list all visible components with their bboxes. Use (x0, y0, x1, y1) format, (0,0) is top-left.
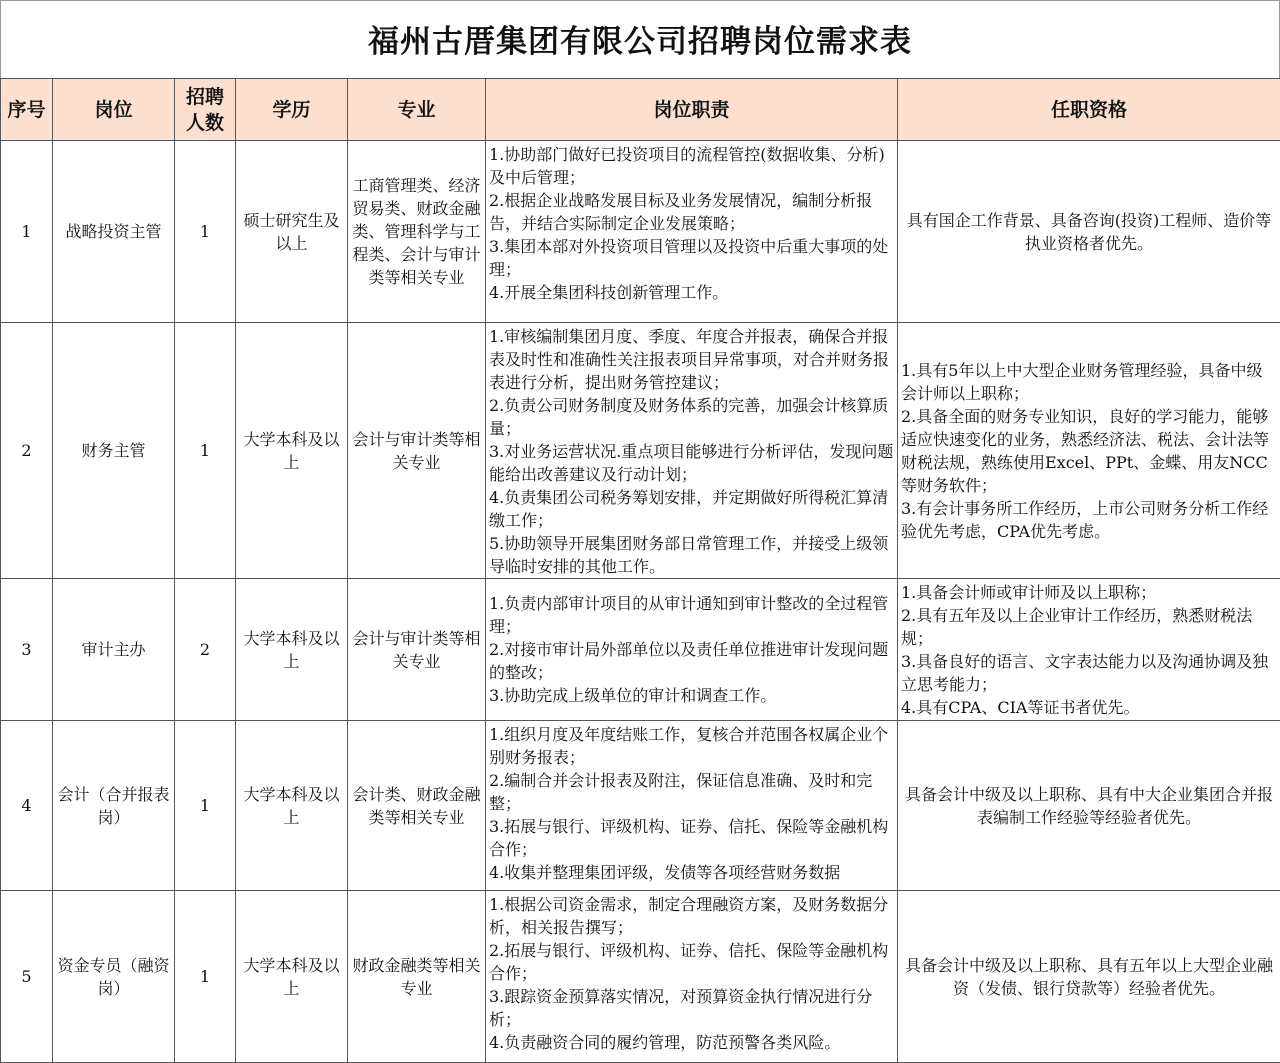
cell-major: 会计与审计类等相关专业 (348, 323, 486, 579)
cell-duties (486, 891, 898, 1063)
cell-education: 大学本科及以上 (236, 323, 348, 579)
cell-major: 会计类、财政金融类等相关专业 (348, 721, 486, 891)
cell-major: 会计与审计类等相关专业 (348, 579, 486, 721)
cell-no: 2 (1, 323, 53, 579)
cell-duties (486, 579, 898, 721)
qualification-item: 1.具有5年以上中大型企业财务管理经验，具备中级会计师以上职称； (901, 359, 1277, 405)
cell-duties (486, 323, 898, 579)
duty-item: 3.跟踪资金预算落实情况，对预算资金执行情况进行分析； (489, 985, 894, 1031)
table-row (1, 579, 1280, 721)
duty-item: 2.拓展与银行、评级机构、证券、信托、保险等金融机构合作； (489, 939, 894, 985)
cell-position: 战略投资主管 (53, 141, 175, 323)
table-row (1, 891, 1280, 1063)
cell-position: 财务主管 (53, 323, 175, 579)
duty-item: 5.协助领导开展集团财务部日常管理工作，并接受上级领导临时安排的其他工作。 (489, 532, 894, 578)
cell-position: 会计（合并报表岗） (53, 721, 175, 891)
duty-item: 4.负责融资合同的履约管理，防范预警各类风险。 (489, 1031, 894, 1054)
duty-item: 3.集团本部对外投资项目管理以及投资中后重大事项的处理； (489, 235, 894, 281)
cell-education: 大学本科及以上 (236, 579, 348, 721)
cell-major: 财政金融类等相关专业 (348, 891, 486, 1063)
duty-item: 2.对接市审计局外部单位以及责任单位推进审计发现问题的整改； (489, 638, 894, 684)
duty-item: 4.收集并整理集团评级，发债等各项经营财务数据 (489, 861, 894, 884)
duty-item: 4.开展全集团科技创新管理工作。 (489, 281, 894, 304)
qualification-item: 1.具备会计师或审计师及以上职称； (901, 581, 1277, 604)
cell-qualifications (898, 323, 1280, 579)
qualification-item: 具备会计中级及以上职称、具有中大企业集团合并报表编制工作经验等经验者优先。 (901, 783, 1277, 829)
cell-qualifications (898, 891, 1280, 1063)
cell-qualifications (898, 579, 1280, 721)
cell-no: 4 (1, 721, 53, 891)
duty-item: 1.组织月度及年度结账工作，复核合并范围各权属企业个别财务报表； (489, 723, 894, 769)
header-duties: 岗位职责 (486, 79, 898, 141)
cell-count: 1 (175, 141, 236, 323)
header-position: 岗位 (53, 79, 175, 141)
duty-item: 3.协助完成上级单位的审计和调查工作。 (489, 684, 894, 707)
header-count: 招聘人数 (175, 79, 236, 141)
qualification-item: 具有国企工作背景、具备咨询(投资)工程师、造价等执业资格者优先。 (901, 209, 1277, 255)
qualification-item: 4.具有CPA、CIA等证书者优先。 (901, 696, 1277, 719)
cell-duties (486, 141, 898, 323)
header-qualifications: 任职资格 (898, 79, 1280, 141)
cell-no: 1 (1, 141, 53, 323)
header-row (1, 79, 1280, 141)
cell-count: 1 (175, 891, 236, 1063)
cell-education: 硕士研究生及以上 (236, 141, 348, 323)
cell-education: 大学本科及以上 (236, 721, 348, 891)
duty-item: 1.根据公司资金需求，制定合理融资方案，及财务数据分析，相关报告撰写； (489, 893, 894, 939)
page-title: 福州古厝集团有限公司招聘岗位需求表 (0, 0, 1280, 78)
qualification-item: 2.具有五年及以上企业审计工作经历，熟悉财税法规； (901, 604, 1277, 650)
duty-item: 2.编制合并会计报表及附注，保证信息准确、及时和完整； (489, 769, 894, 815)
qualification-item: 3.具备良好的语言、文字表达能力以及沟通协调及独立思考能力； (901, 650, 1277, 696)
duty-item: 1.负责内部审计项目的从审计通知到审计整改的全过程管理； (489, 592, 894, 638)
cell-count: 2 (175, 579, 236, 721)
duty-item: 1.审核编制集团月度、季度、年度合并报表，确保合并报表及时性和准确性关注报表项目异常事项，对合并财务报表进行分析，提出财务管控建议； (489, 325, 894, 394)
cell-position: 审计主办 (53, 579, 175, 721)
cell-major: 工商管理类、经济贸易类、财政金融类、管理科学与工程类、会计与审计类等相关专业 (348, 141, 486, 323)
duty-item: 4.负责集团公司税务筹划安排，并定期做好所得税汇算清缴工作； (489, 486, 894, 532)
cell-count: 1 (175, 721, 236, 891)
table-row (1, 323, 1280, 579)
duty-item: 3.对业务运营状况.重点项目能够进行分析评估，发现问题能给出改善建议及行动计划； (489, 440, 894, 486)
cell-no: 3 (1, 579, 53, 721)
qualification-item: 2.具备全面的财务专业知识，良好的学习能力，能够适应快速变化的业务，熟悉经济法、税法、会计法等财税法规，熟练使用Excel、PPt、金蝶、用友NCC等财务软件； (901, 405, 1277, 497)
header-major: 专业 (348, 79, 486, 141)
cell-no: 5 (1, 891, 53, 1063)
recruitment-table (0, 78, 1280, 1063)
duty-item: 3.拓展与银行、评级机构、证券、信托、保险等金融机构合作； (489, 815, 894, 861)
qualification-item: 3.有会计事务所工作经历，上市公司财务分析工作经验优先考虑，CPA优先考虑。 (901, 497, 1277, 543)
cell-duties (486, 721, 898, 891)
qualification-item: 具备会计中级及以上职称、具有五年以上大型企业融资（发债、银行贷款等）经验者优先。 (901, 954, 1277, 1000)
duty-item: 1.协助部门做好已投资项目的流程管控(数据收集、分析)及中后管理； (489, 143, 894, 189)
cell-qualifications (898, 141, 1280, 323)
cell-education: 大学本科及以上 (236, 891, 348, 1063)
cell-qualifications (898, 721, 1280, 891)
header-education: 学历 (236, 79, 348, 141)
header-no: 序号 (1, 79, 53, 141)
table-row (1, 721, 1280, 891)
cell-position: 资金专员（融资岗） (53, 891, 175, 1063)
duty-item: 2.根据企业战略发展目标及业务发展情况，编制分析报告，并结合实际制定企业发展策略； (489, 189, 894, 235)
duty-item: 2.负责公司财务制度及财务体系的完善，加强会计核算质量； (489, 394, 894, 440)
cell-count: 1 (175, 323, 236, 579)
table-row (1, 141, 1280, 323)
